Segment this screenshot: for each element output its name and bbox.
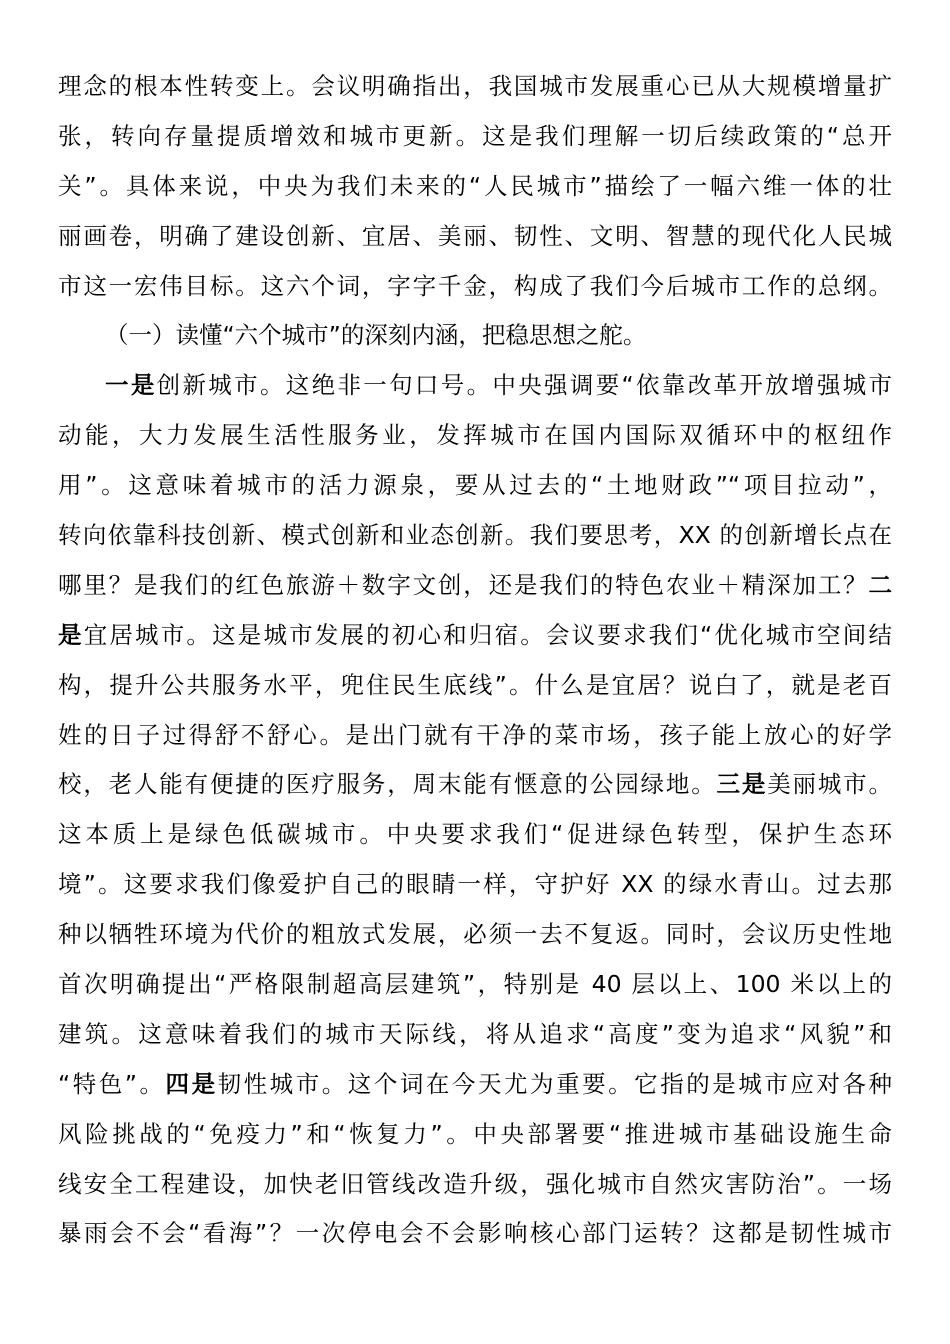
text-line-8	[58, 411, 892, 461]
text-line-22	[58, 1110, 892, 1160]
text-span: 宜居城市。这是城市发展的初心和归宿。会议要求我们“优化城市空间结	[83, 620, 892, 649]
bold-marker: 一是	[105, 371, 157, 400]
text-line-12	[58, 611, 892, 661]
text-line-4	[58, 212, 892, 262]
document-page	[58, 62, 892, 1259]
text-span: 用”。这意味着城市的活力源泉，要从过去的“土地财政”“项目拉动”，	[58, 471, 892, 500]
bold-marker: 四是	[165, 1069, 218, 1098]
text-line-18	[58, 910, 892, 960]
text-span: 理念的根本性转变上。会议明确指出，我国城市发展重心已从大规模增量扩	[58, 72, 892, 100]
text-span: 哪里？是我们的红色旅游＋数字文创，还是我们的特色农业＋精深加工？	[58, 570, 869, 599]
text-line-3	[58, 162, 892, 212]
text-line-24	[58, 1209, 892, 1259]
text-span: 暴雨会不会“看海”？一次停电会不会影响核心部门运转？这都是韧性城市	[58, 1219, 892, 1248]
text-span: 风险挑战的“免疫力”和“恢复力”。中央部署要“推进城市基础设施生命	[58, 1119, 892, 1148]
text-span: 张，转向存量提质增效和城市更新。这是我们理解一切后续政策的“总开	[58, 121, 892, 150]
text-span: 构，提升公共服务水平，兜住民生底线”。什么是宜居？说白了，就是老百	[58, 670, 892, 699]
text-line-10	[58, 511, 892, 561]
text-line-21	[58, 1060, 892, 1110]
text-line-20	[58, 1010, 892, 1060]
text-span: 建筑。这意味着我们的城市天际线，将从追求“高度”变为追求“风貌”和	[58, 1019, 892, 1048]
text-line-16	[58, 810, 892, 860]
bold-marker: 是	[58, 620, 84, 649]
text-span: 首次明确提出“严格限制超高层建筑”，特别是 40 层以上、100 米以上的	[58, 970, 892, 999]
text-span: 种以牺牲环境为代价的粗放式发展，必须一去不复返。同时，会议历史性地	[58, 920, 892, 949]
text-span: 动能，大力发展生活性服务业，发挥城市在国内国际双循环中的枢纽作	[58, 421, 892, 450]
text-line-9	[58, 461, 892, 511]
text-span: 姓的日子过得舒不舒心。是出门就有干净的菜市场，孩子能上放心的好学	[58, 720, 892, 749]
text-line-13	[58, 661, 892, 711]
bold-marker: 三是	[716, 770, 768, 799]
text-line-2	[58, 112, 892, 162]
section-heading	[58, 311, 892, 361]
text-line-23	[58, 1160, 892, 1210]
text-span: 创新城市。这绝非一句口号。中央强调要“依靠改革开放增强城市	[156, 371, 892, 400]
text-line-15	[58, 760, 892, 810]
text-span: 关”。具体来说，中央为我们未来的“人民城市”描绘了一幅六维一体的壮	[58, 171, 892, 200]
text-span: 美丽城市。	[767, 770, 892, 799]
text-span: 校，老人能有便捷的医疗服务，周末能有惬意的公园绿地。	[58, 770, 717, 799]
text-span: 韧性城市。这个词在今天尤为重要。它指的是城市应对各种	[217, 1069, 892, 1098]
text-span: 这本质上是绿色低碳城市。中央要求我们“促进绿色转型，保护生态环	[58, 820, 892, 849]
bold-marker: 二	[868, 570, 892, 599]
text-span: 丽画卷，明确了建设创新、宜居、美丽、韧性、文明、智慧的现代化人民城	[58, 221, 892, 250]
text-span: 转向依靠科技创新、模式创新和业态创新。我们要思考，XX 的创新增长点在	[58, 521, 892, 550]
text-span: 境”。这要求我们像爱护自己的眼睛一样，守护好 XX 的绿水青山。过去那	[58, 870, 892, 899]
text-line-17	[58, 860, 892, 910]
text-line-14	[58, 711, 892, 761]
text-span: “特色”。	[58, 1069, 166, 1098]
text-span: 线安全工程建设，加快老旧管线改造升级，强化城市自然灾害防治”。一场	[58, 1169, 892, 1198]
text-line-19	[58, 960, 892, 1010]
text-line-5	[58, 262, 892, 312]
text-line-11	[58, 561, 892, 611]
text-line-1	[58, 62, 892, 112]
section-heading-text: （一）读懂“六个城市”的深刻内涵，把稳思想之舵。	[105, 321, 647, 350]
text-span: 市这一宏伟目标。这六个词，字字千金，构成了我们今后城市工作的总纲。	[58, 271, 892, 300]
text-line-7	[58, 361, 892, 411]
